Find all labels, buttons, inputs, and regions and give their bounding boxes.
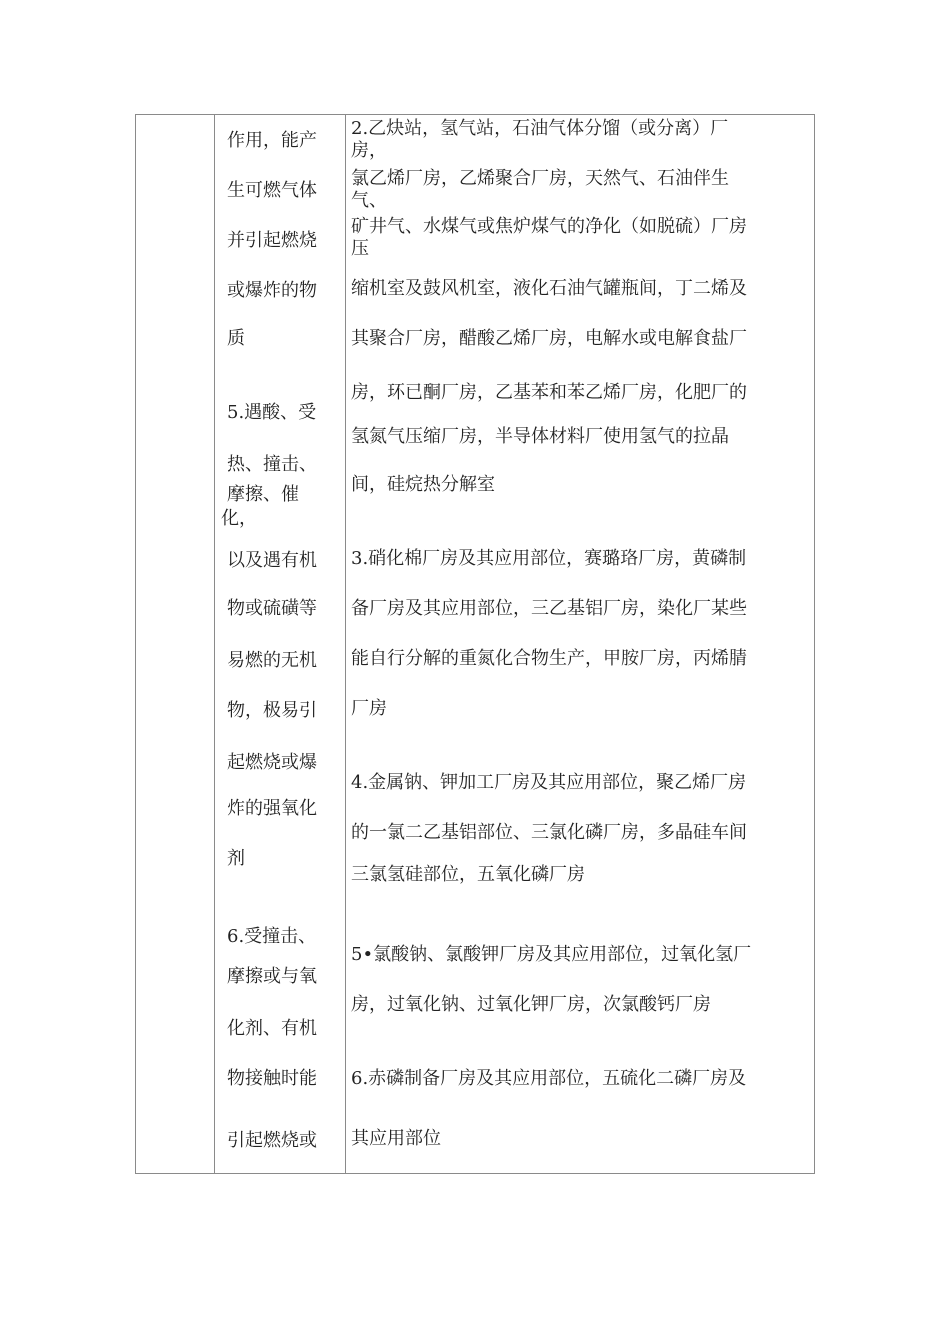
text-line: 易燃的无机 <box>227 650 317 671</box>
text-line: 并引起燃烧 <box>227 230 317 251</box>
text-line: 6.受撞击、 <box>227 926 317 947</box>
text-line: 剂 <box>227 848 245 869</box>
text-line: 5.遇酸、受 <box>227 402 317 423</box>
text-line: 炸的强氧化 <box>227 798 317 819</box>
text-line: 氯乙烯厂房，乙烯聚合厂房，天然气、石油伴生 <box>351 168 729 189</box>
text-line: 6.赤磷制备厂房及其应用部位，五硫化二磷厂房及 <box>351 1068 747 1089</box>
text-line: 氢氮气压缩厂房，半导体材料厂使用氢气的拉晶 <box>351 426 729 447</box>
text-line: 以及遇有机 <box>227 550 317 571</box>
text-line: 压 <box>351 238 369 259</box>
text-line: 质 <box>227 328 245 349</box>
text-line: 间，硅烷热分解室 <box>351 474 495 495</box>
text-line: 气、 <box>351 190 387 211</box>
text-line: 矿井气、水煤气或焦炉煤气的净化（如脱硫）厂房 <box>351 216 747 237</box>
text-line: 化， <box>221 508 257 529</box>
text-line: 备厂房及其应用部位，三乙基铝厂房，染化厂某些 <box>351 598 747 619</box>
text-line: 2.乙炔站，氢气站，石油气体分馏（或分离）厂 <box>351 118 729 139</box>
text-line: 三氯氢硅部位，五氧化磷厂房 <box>351 864 585 885</box>
fire-hazard-table <box>135 114 815 1174</box>
text-line: 生可燃气体 <box>227 180 317 201</box>
text-line: 作用，能产 <box>227 130 317 151</box>
text-line: 4.金属钠、钾加工厂房及其应用部位，聚乙烯厂房 <box>351 772 747 793</box>
text-line: 摩擦或与氧 <box>227 966 317 987</box>
text-line: 起燃烧或爆 <box>227 752 317 773</box>
text-line: 房，环已酮厂房，乙基苯和苯乙烯厂房，化肥厂的 <box>351 382 747 403</box>
text-line: 房， <box>351 140 387 161</box>
text-line: 其聚合厂房，醋酸乙烯厂房，电解水或电解食盐厂 <box>351 328 747 349</box>
text-line: 缩机室及鼓风机室，液化石油气罐瓶间，丁二烯及 <box>351 278 747 299</box>
text-line: 摩擦、催 <box>227 484 299 505</box>
text-line: 物，极易引 <box>227 700 317 721</box>
text-line: 能自行分解的重氮化合物生产，甲胺厂房，丙烯腈 <box>351 648 747 669</box>
production-examples-cell <box>346 115 816 1173</box>
text-line: 其应用部位 <box>351 1128 441 1149</box>
text-line: 房，过氧化钠、过氧化钾厂房，次氯酸钙厂房 <box>351 994 711 1015</box>
text-line: 5•氯酸钠、氯酸钾厂房及其应用部位，过氧化氢厂 <box>351 944 752 965</box>
text-line: 引起燃烧或 <box>227 1130 317 1151</box>
category-column-cell <box>136 115 214 1173</box>
text-line: 物接触时能 <box>227 1068 317 1089</box>
text-line: 3.硝化棉厂房及其应用部位，赛璐珞厂房，黄磷制 <box>351 548 747 569</box>
text-line: 热、撞击、 <box>227 454 317 475</box>
text-line: 物或硫磺等 <box>227 598 317 619</box>
text-line: 的一氯二乙基铝部位、三氯化磷厂房，多晶硅车间 <box>351 822 747 843</box>
text-line: 或爆炸的物 <box>227 280 317 301</box>
text-line: 化剂、有机 <box>227 1018 317 1039</box>
substance-characteristics-cell <box>215 115 345 1173</box>
text-line: 厂房 <box>351 698 387 719</box>
